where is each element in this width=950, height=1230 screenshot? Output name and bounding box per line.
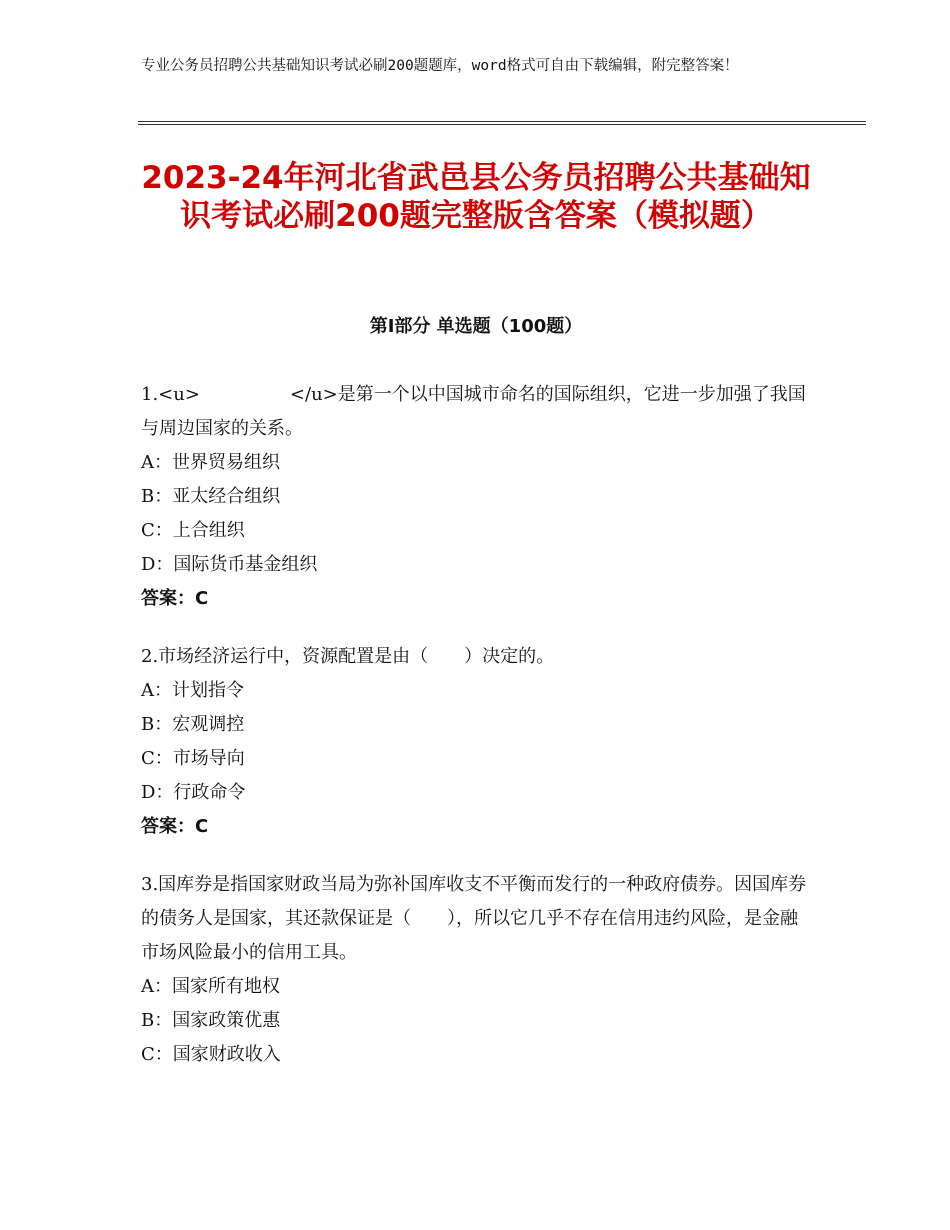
option-c: C：国家财政收入 — [141, 1044, 281, 1065]
option-b: B：宏观调控 — [141, 714, 245, 735]
question-stem: 3.国库券是指国家财政当局为弥补国库收支不平衡而发行的一种政府债券。因国库券的债务人是国家，其还款保证是（ ），所以它几乎不存在信用违约风险，是金融市场风险最小的信用工具。 — [141, 874, 807, 963]
option-d: D：国际货币基金组织 — [141, 554, 318, 575]
header-note: 专业公务员招聘公共基础知识考试必刷200题题库，word格式可自由下载编辑，附完整答案！ — [141, 58, 739, 74]
option-a: A：世界贸易组织 — [141, 452, 280, 473]
document-title: 2023-24年河北省武邑县公务员招聘公共基础知识考试必刷200题完整版含答案（模拟题） — [141, 160, 811, 234]
question-list — [141, 378, 809, 1096]
question-item — [141, 378, 809, 616]
section-heading: 第Ⅰ部分 单选题（100题） — [369, 316, 583, 337]
option-c: C：市场导向 — [141, 748, 245, 769]
question-item — [141, 868, 809, 1072]
option-c: C：上合组织 — [141, 520, 245, 541]
answer-line: 答案：C — [141, 816, 209, 837]
answer-line: 答案：C — [141, 588, 209, 609]
option-b: B：亚太经合组织 — [141, 486, 281, 507]
question-item — [141, 640, 809, 844]
option-a: A：国家所有地权 — [141, 976, 280, 997]
question-stem: 1.<u> </u>是第一个以中国城市命名的国际组织，它进一步加强了我国与周边国家的关系。 — [141, 384, 806, 439]
question-stem: 2.市场经济运行中，资源配置是由（ ）决定的。 — [141, 646, 555, 667]
header-divider — [138, 121, 866, 125]
option-a: A：计划指令 — [141, 680, 244, 701]
option-d: D：行政命令 — [141, 782, 246, 803]
option-b: B：国家政策优惠 — [141, 1010, 281, 1031]
